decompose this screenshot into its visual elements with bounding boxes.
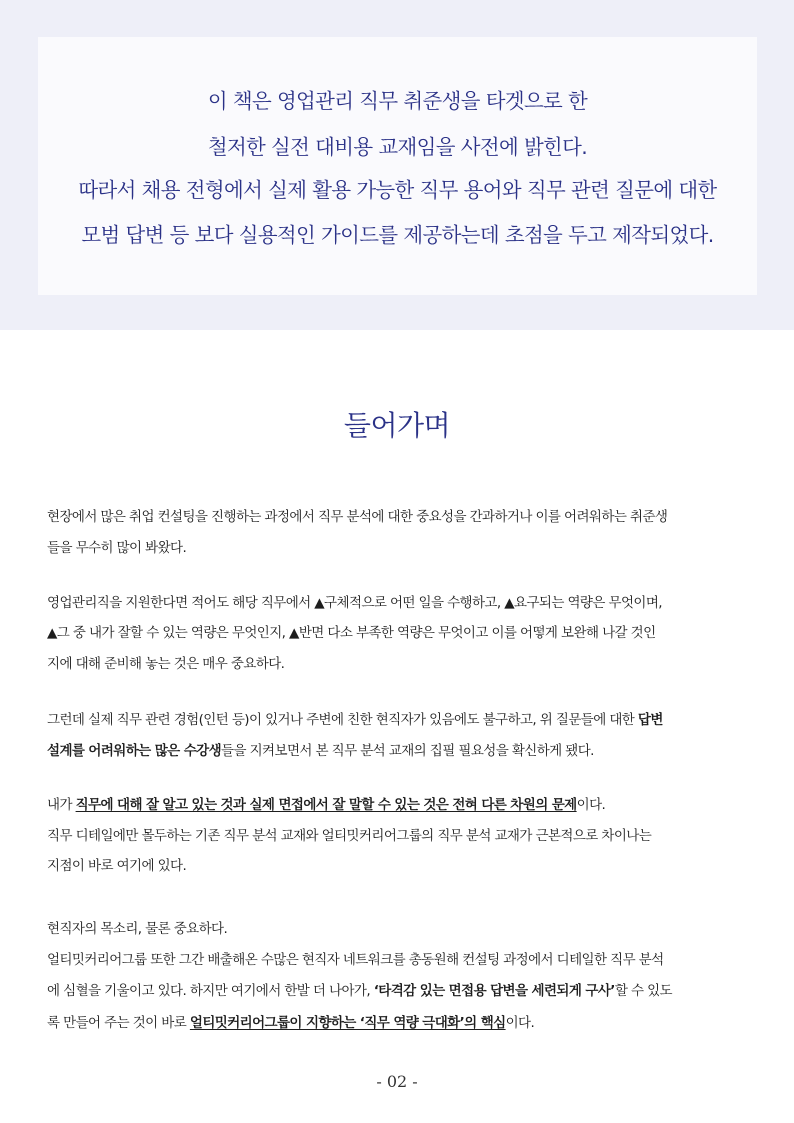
paragraph-2-line-2: ▲그 중 내가 잘할 수 있는 역량은 무엇인지, ▲반면 다소 부족한 역량은 무엇이고 이를 어떻게 보완해 나갈 것인 — [47, 625, 656, 641]
paragraph-1-line-2: 들을 무수히 많이 봐왔다. — [47, 540, 187, 556]
paragraph-2-line-1: 영업관리직을 지원한다면 적어도 해당 직무에서 ▲구체적으로 어떤 일을 수행하고, ▲요구되는 역량은 무엇이며, — [47, 595, 662, 611]
paragraph-3-line-2 — [47, 741, 594, 761]
paragraph-4-line-1 — [47, 795, 605, 815]
paragraph-5-lead: 록 만들어 주는 것이 바로 — [47, 1015, 190, 1031]
intro-line-3: 따라서 채용 전형에서 실제 활용 가능한 직무 용어와 직무 관련 질문에 대한 — [78, 178, 717, 202]
paragraph-5-key-point: 얼티밋커리어그룹이 지향하는 ‘직무 역량 극대화’의 핵심 — [189, 1015, 506, 1031]
paragraph-3-text-cont: 들을 지켜보면서 본 직무 분석 교재의 집필 필요성을 확신하게 됐다. — [221, 743, 594, 759]
paragraph-5-line-3 — [47, 981, 672, 1001]
intro-line-1: 이 책은 영업관리 직무 취준생을 타겟으로 한 — [207, 89, 588, 113]
paragraph-4-line-3: 지점이 바로 여기에 있다. — [47, 858, 187, 874]
page-number: - 02 - — [376, 1072, 418, 1091]
paragraph-3-emphasis: 답변 — [637, 712, 663, 728]
section-heading: 들어가며 — [343, 409, 451, 442]
paragraph-3-text: 그런데 실제 직무 관련 경험(인턴 등)이 있거나 주변에 친한 현직자가 있음에도 불구하고, 위 질문들에 대한 — [47, 712, 638, 728]
paragraph-5-text-tail: 할 수 있도 — [614, 983, 672, 999]
intro-box — [38, 37, 757, 295]
intro-line-4: 모범 답변 등 보다 실용적인 가이드를 제공하는데 초점을 두고 제작되었다. — [81, 223, 714, 247]
paragraph-4-lead: 내가 — [47, 797, 76, 813]
paragraph-5-end: 이다. — [505, 1015, 535, 1031]
paragraph-4-key-point: 직무에 대해 잘 알고 있는 것과 실제 면접에서 잘 말할 수 있는 것은 전혀 다른 차원의 문제 — [75, 797, 577, 813]
paragraph-4-tail: 이다. — [576, 797, 606, 813]
paragraph-5-text: 에 심혈을 기울이고 있다. 하지만 여기에서 한발 더 나아가, — [47, 983, 374, 999]
paragraph-2-line-3: 지에 대해 준비해 놓는 것은 매우 중요하다. — [47, 656, 285, 672]
paragraph-3-emphasis-cont: 설계를 어려워하는 많은 수강생 — [47, 743, 222, 759]
paragraph-4-line-2: 직무 디테일에만 몰두하는 기존 직무 분석 교재와 얼티밋커리어그룹의 직무 분석 교재가 근본적으로 차이나는 — [47, 828, 652, 844]
paragraph-5-line-1: 현직자의 목소리, 물론 중요하다. — [47, 921, 228, 937]
paragraph-5-emphasis: ‘타격감 있는 면접용 답변을 세련되게 구사’ — [373, 983, 615, 999]
intro-band — [0, 0, 794, 330]
paragraph-3-line-1 — [47, 710, 663, 730]
paragraph-5-line-4 — [47, 1013, 534, 1033]
paragraph-5-line-2: 얼티밋커리어그룹 또한 그간 배출해온 수많은 현직자 네트워크를 총동원해 컨설팅 과정에서 디테일한 직무 분석 — [47, 952, 664, 968]
paragraph-1-line-1: 현장에서 많은 취업 컨설팅을 진행하는 과정에서 직무 분석에 대한 중요성을 간과하거나 이를 어려워하는 취준생 — [47, 509, 668, 525]
intro-line-2: 철저한 실전 대비용 교재임을 사전에 밝힌다. — [207, 135, 588, 159]
